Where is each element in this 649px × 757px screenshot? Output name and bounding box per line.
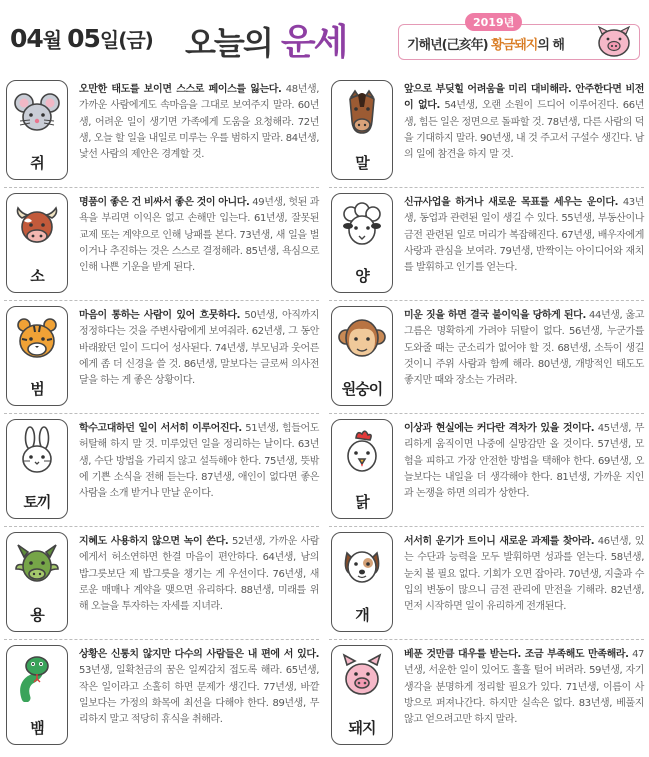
zodiac-entry	[2, 189, 324, 302]
date-month-unit: 월	[42, 28, 62, 52]
snake-icon	[12, 652, 62, 702]
zodiac-card	[6, 419, 68, 519]
row-divider	[4, 413, 319, 414]
zodiac-card	[6, 645, 68, 745]
zodiac-card	[331, 306, 393, 406]
fortune-body: 44년생, 옳고 그름은 명확하게 가려야 뒤탈이 없다. 56년생, 누군가를 도와줄 때는 군소리가 없어야 할 것. 68년생, 소득이 생길 것이니 주위 사람과 함께 해라. 80년생, 개방적인 태도도 좋지만 때와 장소는 가려라.	[404, 310, 644, 387]
rooster-icon	[337, 426, 387, 476]
row-divider	[4, 526, 319, 527]
dragon-icon	[12, 539, 62, 589]
page-title	[185, 14, 346, 65]
fortune-body: 43년생, 동업과 관련된 일이 생길 수 있다. 55년생, 부동산이나 금전 관련된 일로 머리가 복잡해진다. 67년생, 배우자에게 사랑과 관심을 보여라. 79년생, 반짝이는 아이디어와 재치를 발휘하고 인기를 얻는다.	[404, 197, 644, 274]
fortune-lead: 상황은 신통치 않지만 다수의 사람들은 내 편에 서 있다.	[79, 649, 319, 660]
zodiac-entry	[2, 76, 324, 189]
zodiac-fortune	[79, 647, 319, 728]
row-divider	[329, 639, 644, 640]
zodiac-card	[331, 532, 393, 632]
row-divider	[329, 413, 644, 414]
fortune-body: 51년생, 힘들어도 허탈해 하지 말 것. 미루었던 일을 정리하는 날이다. 63년생, 수단 방법을 가리지 않고 설득해야 한다. 75년생, 뜻밖에 기쁜 소식을 전해 듣는다. 87년생, 애인이 없다면 좋은 사람을 소개 받거나 만날 운이다.	[79, 423, 319, 500]
row-divider	[329, 300, 644, 301]
zodiac-fortune	[79, 195, 319, 276]
zodiac-entry	[327, 415, 649, 528]
zodiac-fortune	[404, 82, 644, 163]
zodiac-card	[331, 645, 393, 745]
fortune-body: 45년생, 무리하게 움직이면 나중에 실망감만 올 것이다. 57년생, 모험을 피하고 가장 안전한 방법을 택해야 한다. 69년생, 오늘보다는 내일을 더 생각해야 한다. 81년생, 가까운 지인과 논쟁을 하면 의리가 상한다.	[404, 423, 644, 500]
zodiac-card	[6, 306, 68, 406]
zodiac-card	[331, 419, 393, 519]
fortune-body: 48년생, 가까운 사람에게도 속마음을 그대로 보여주지 말라. 60년생, 어려운 일이 생기면 가족에게 도움을 요청해라. 72년생, 오늘 할 일을 내일로 미루는 우를 범하지 말라. 84년생, 낯선 사람의 제안은 경계할 것.	[79, 84, 319, 161]
fortune-lead: 앞으로 부딪힐 어려움을 미리 대비해라. 안주한다면 비전이 없다.	[404, 84, 644, 112]
year-banner	[398, 16, 640, 60]
zodiac-card	[6, 193, 68, 293]
zodiac-entry	[2, 528, 324, 641]
monkey-icon	[337, 313, 387, 363]
zodiac-fortune	[404, 308, 644, 389]
row-divider	[4, 300, 319, 301]
fortune-lead: 서서히 운기가 트이니 새로운 과제를 찾아라.	[404, 536, 595, 547]
dog-icon	[337, 539, 387, 589]
zodiac-entry	[2, 415, 324, 528]
date-day-unit: 일	[99, 28, 119, 52]
fortune-body: 49년생, 헛된 과욕을 부리면 이익은 없고 손해만 입는다. 61년생, 잘못된 교제 또는 계약으로 인해 낭패를 본다. 73년생, 새 일을 벌이거나 추진하는 것은 스스로 결정해라. 85년생, 욕심으로 인해 나쁜 기운을 받게 된다.	[79, 197, 319, 274]
year-text-post: 의 해	[537, 38, 564, 53]
zodiac-fortune	[404, 195, 644, 276]
year-text	[407, 34, 564, 53]
fortune-body: 54년생, 오랜 소원이 드디어 이루어진다. 66년생, 힘든 일은 정면으로 돌파할 것. 78년생, 다른 사람의 덕을 기대하지 말라. 90년생, 내 것 주고서 구설수 생긴다. 남의 일에 참견을 하지 말 것.	[404, 100, 644, 161]
fortune-lead: 지혜도 사용하지 않으면 녹이 쓴다.	[79, 536, 229, 547]
zodiac-name: 소	[30, 267, 44, 285]
zodiac-entry	[327, 189, 649, 302]
zodiac-name: 원숭이	[341, 380, 383, 398]
zodiac-entry	[327, 641, 649, 754]
zodiac-fortune	[79, 534, 319, 615]
zodiac-fortune	[404, 647, 644, 728]
zodiac-name: 양	[355, 267, 369, 285]
fortune-body: 53년생, 일확천금의 꿈은 일찌감치 접도록 해라. 65년생, 작은 일이라고 소홀히 하면 문제가 생긴다. 77년생, 바깥 일보다는 가정의 화목에 최선을 다해야 한다. 89년생, 무리하지 말고 적당히 휴식을 취해라.	[79, 665, 319, 726]
zodiac-name: 쥐	[30, 154, 44, 172]
row-divider	[4, 639, 319, 640]
zodiac-entry	[327, 302, 649, 415]
horse-icon	[337, 87, 387, 137]
ox-icon	[12, 200, 62, 250]
zodiac-name: 개	[355, 606, 369, 624]
fortune-lead: 이상과 현실에는 커다란 격차가 있을 것이다.	[404, 423, 595, 434]
row-divider	[329, 526, 644, 527]
zodiac-entry	[2, 302, 324, 415]
pig-icon	[337, 652, 387, 702]
tiger-icon	[12, 313, 62, 363]
zodiac-name: 토끼	[23, 493, 51, 511]
row-divider	[329, 187, 644, 188]
page-title-main: 오늘의	[185, 24, 281, 62]
fortune-lead: 학수고대하던 일이 서서히 이루어진다.	[79, 423, 242, 434]
date-label	[10, 24, 153, 53]
zodiac-card	[331, 80, 393, 180]
zodiac-fortune	[79, 421, 319, 502]
zodiac-name: 뱀	[30, 719, 44, 737]
year-text-highlight: 황금돼지	[491, 38, 538, 53]
zodiac-fortune	[79, 82, 319, 163]
fortune-body: 52년생, 가까운 사람에게서 허소연하면 한결 마음이 편안하다. 64년생, 남의 밥그릇보단 제 밥그릇을 챙기는 게 우선이다. 76년생, 새로운 매매나 계약을 맺으면 유리하다. 88년생, 미래를 위해 오늘을 투자하는 자세를 지녀라.	[79, 536, 319, 613]
zodiac-entry	[327, 76, 649, 189]
fortune-lead: 오만한 태도를 보이면 스스로 페이스를 잃는다.	[79, 84, 282, 95]
year-text-pre: 기해년(己亥年)	[407, 38, 492, 53]
zodiac-name: 범	[30, 380, 44, 398]
zodiac-card	[331, 193, 393, 293]
zodiac-name: 돼지	[348, 719, 376, 737]
pig-icon	[591, 25, 637, 59]
zodiac-card	[6, 532, 68, 632]
page-title-accent: 운세	[280, 22, 347, 63]
date-day: 05	[67, 24, 100, 53]
page-header	[0, 0, 649, 74]
fortune-lead: 베푼 것만큼 대우를 받는다. 조금 부족해도 만족해라.	[404, 649, 629, 660]
fortune-body: 47년생, 서운한 일이 있어도 훌훌 털어 버려라. 59년생, 자기 생각을 분명하게 정리할 필요가 있다. 71년생, 이름이 사방으로 퍼져나간다. 하지만 실속은 없다. 83년생, 베풀지 않고 얻으려고만 하지 말라.	[404, 649, 644, 726]
rat-icon	[12, 87, 62, 137]
zodiac-name: 닭	[355, 493, 369, 511]
zodiac-entry	[327, 528, 649, 641]
fortune-lead: 미운 짓을 하면 결국 불이익을 당하게 된다.	[404, 310, 586, 321]
zodiac-name: 용	[30, 606, 44, 624]
zodiac-card	[6, 80, 68, 180]
zodiac-entry	[2, 641, 324, 754]
fortune-lead: 마음이 통하는 사람이 있어 흐뭇하다.	[79, 310, 240, 321]
zodiac-fortune	[79, 308, 319, 389]
fortune-body: 50년생, 아직까지 정정하다는 것을 주변사람에게 보여줘라. 62년생, 그 동안 바래왔던 일이 드디어 성사된다. 74년생, 부모님과 웃어른에게 좀 더 신경을 쓸 것. 86년생, 말보다는 글로써 의사전달을 하는 게 좋은 상황이다.	[79, 310, 320, 387]
year-badge: 2019년	[465, 13, 522, 31]
date-weekday: (금)	[118, 28, 153, 52]
sheep-icon	[337, 200, 387, 250]
zodiac-fortune	[404, 534, 644, 615]
fortune-body: 46년생, 있는 수단과 능력을 모두 발휘하면 성과를 얻는다. 58년생, 눈치 볼 필요 없다. 기회가 오면 잡아라. 70년생, 지출과 수입의 변동이 많으니 금전 관리에 만전을 기해라. 82년생, 먼저 시작하면 일이 유리하게 전개된다.	[404, 536, 644, 613]
fortune-lead: 명품이 좋은 건 비싸서 좋은 것이 아니다.	[79, 197, 250, 208]
date-month: 04	[10, 24, 43, 53]
row-divider	[4, 187, 319, 188]
rabbit-icon	[12, 426, 62, 476]
zodiac-fortune	[404, 421, 644, 502]
fortune-lead: 신규사업을 하거나 새로운 목표를 세우는 운이다.	[404, 197, 619, 208]
zodiac-name: 말	[355, 154, 369, 172]
